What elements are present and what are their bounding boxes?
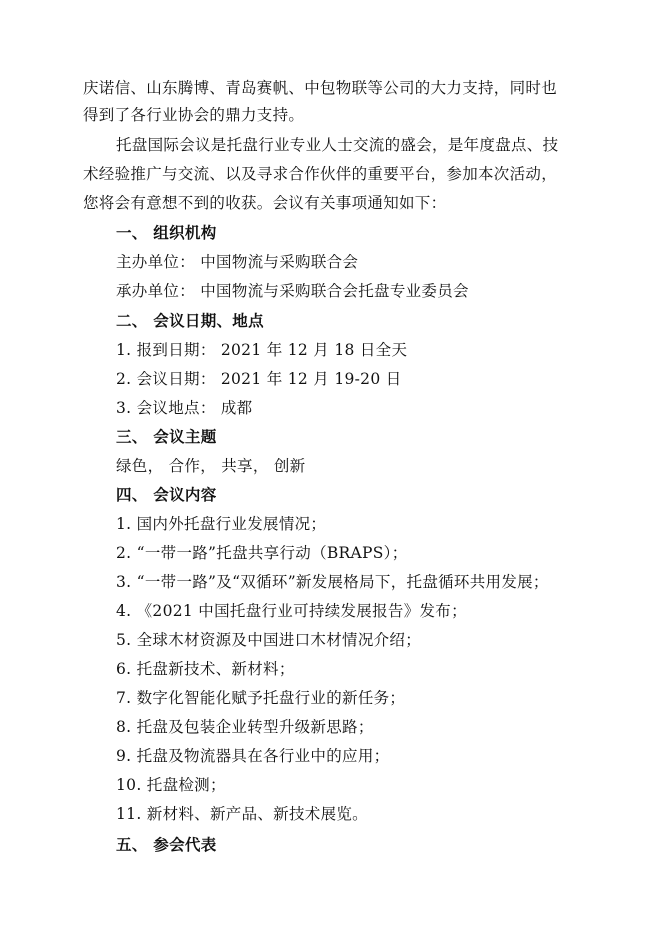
list-item: 3. “一带一路”及“双循环”新发展格局下，托盘循环共用发展； (116, 573, 549, 591)
section-heading-attendees: 五、 参会代表 (116, 836, 217, 854)
section-heading-theme: 三、 会议主题 (116, 428, 217, 446)
list-item: 1. 国内外托盘行业发展情况； (116, 515, 327, 533)
list-item: 5. 全球木材资源及中国进口木材情况介绍； (116, 631, 422, 649)
intro-line-4: 术经验推广与交流、以及寻求合作伙伴的重要平台，参加本次活动， (83, 165, 558, 183)
intro-line-5: 您将会有意想不到的收获。会议有关事项通知如下： (83, 194, 447, 212)
intro-line-3: 托盘国际会议是托盘行业专业人士交流的盛会，是年度盘点、技 (116, 136, 559, 154)
list-item: 2. 会议日期： 2021 年 12 月 19-20 日 (116, 370, 402, 388)
list-item: 3. 会议地点： 成都 (116, 399, 253, 417)
intro-line-2: 得到了各行业协会的鼎力支持。 (83, 106, 305, 124)
list-item: 10. 托盘检测； (116, 776, 226, 794)
list-item: 6. 托盘新技术、新材料； (116, 660, 295, 678)
section-heading-organization: 一、 组织机构 (116, 224, 217, 242)
list-item: 2. “一带一路”托盘共享行动（BRAPS）； (116, 544, 408, 562)
section-heading-content: 四、 会议内容 (116, 486, 217, 504)
list-item: 11. 新材料、新产品、新技术展览。 (116, 805, 368, 823)
list-item: 8. 托盘及包装企业转型升级新思路； (116, 718, 374, 736)
organizer-line: 主办单位： 中国物流与采购联合会 (116, 253, 359, 271)
undertaker-line: 承办单位： 中国物流与采购联合会托盘专业委员会 (116, 282, 469, 300)
section-heading-date-place: 二、 会议日期、地点 (116, 312, 264, 330)
intro-line-1: 庆诺信、山东腾博、青岛赛帆、中包物联等公司的大力支持，同时也 (83, 79, 558, 97)
list-item: 7. 数字化智能化赋予托盘行业的新任务； (116, 689, 406, 707)
list-item: 1. 报到日期： 2021 年 12 月 18 日全天 (116, 341, 408, 359)
theme-line: 绿色， 合作， 共享， 创新 (116, 457, 306, 475)
list-item: 4. 《2021 中国托盘行业可持续发展报告》发布； (116, 602, 467, 620)
list-item: 9. 托盘及物流器具在各行业中的应用； (116, 747, 390, 765)
